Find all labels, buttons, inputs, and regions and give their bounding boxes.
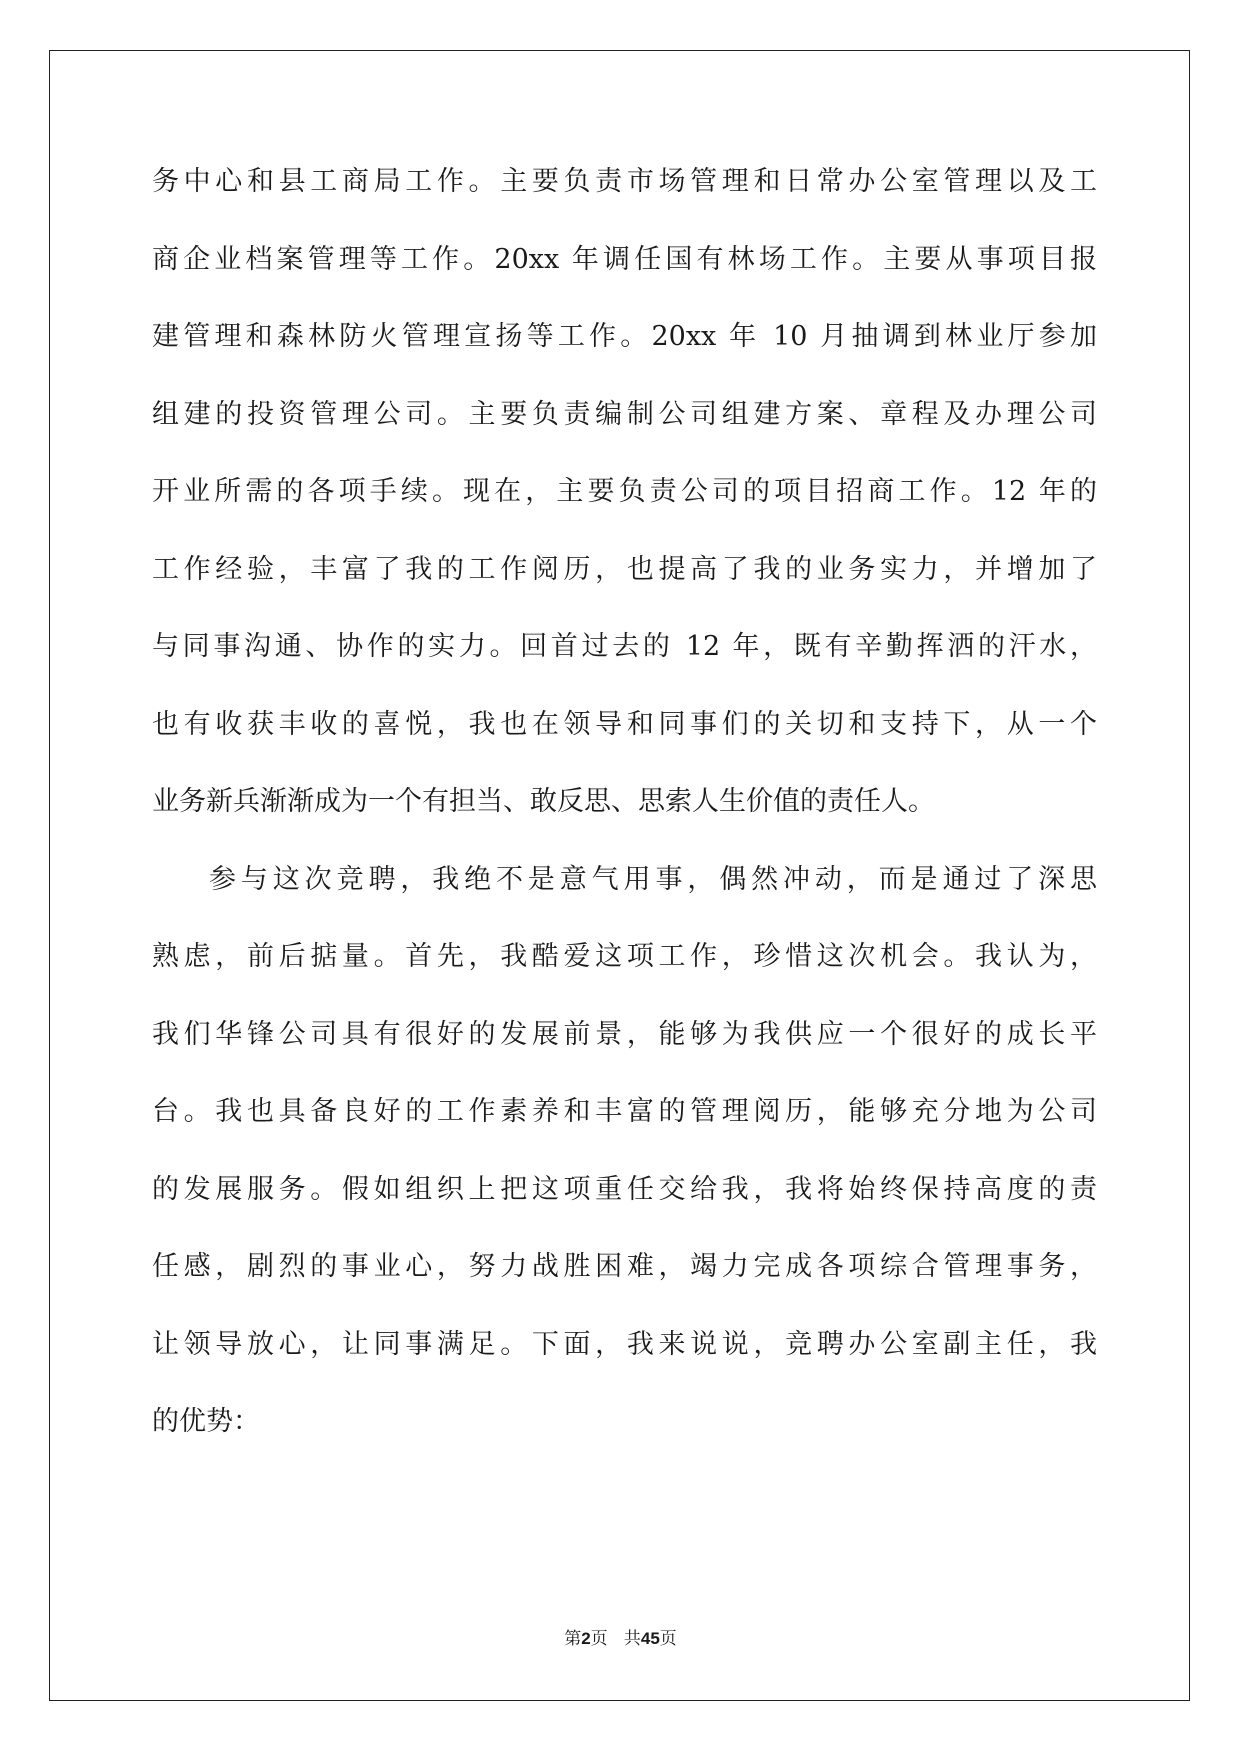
paragraph-line: 熟虑，前后掂量。首先，我酷爱这项工作，珍惜这次机会。我认为， [152, 941, 1097, 972]
page-number: 2 [581, 1629, 591, 1648]
paragraph-line: 商企业档案管理等工作。20xx 年调任国有林场工作。主要从事项目报 [152, 243, 1097, 275]
paragraph-line: 任感，剧烈的事业心，努力战胜困难，竭力完成各项综合管理事务， [152, 1251, 1097, 1282]
total-pages: 45 [640, 1629, 660, 1648]
paragraph-line: 台。我也具备良好的工作素养和丰富的管理阅历，能够充分地为公司 [152, 1096, 1097, 1127]
paragraph-line: 参与这次竞聘，我绝不是意气用事，偶然冲动，而是通过了深思 [209, 863, 1097, 895]
paragraph-line: 建管理和森林防火管理宣扬等工作。20xx 年 10 月抽调到林业厅参加 [152, 321, 1097, 352]
page-prefix: 第 [564, 1629, 582, 1649]
paragraph-line: 让领导放心，让同事满足。下面，我来说说，竞聘办公室副主任，我 [152, 1328, 1097, 1360]
paragraph-line: 的发展服务。假如组织上把这项重任交给我，我将始终保持高度的责 [152, 1173, 1097, 1205]
total-prefix: 共 [623, 1629, 641, 1649]
total-suffix: 页 [659, 1629, 677, 1649]
paragraph-line: 组建的投资管理公司。主要负责编制公司组建方案、章程及办理公司 [152, 398, 1097, 430]
page-footer [0, 1624, 1241, 1649]
paragraph-line: 业务新兵渐渐成为一个有担当、敢反思、思索人生价值的责任人。 [152, 786, 935, 817]
page-suffix: 页 [590, 1629, 608, 1649]
paragraph-line: 也有收获丰收的喜悦，我也在领导和同事们的关切和支持下，从一个 [152, 708, 1097, 740]
paragraph-line: 我们华锋公司具有很好的发展前景，能够为我供应一个很好的成长平 [152, 1018, 1097, 1050]
paragraph-line: 工作经验，丰富了我的工作阅历，也提高了我的业务实力，并增加了 [152, 553, 1097, 585]
paragraph-line: 务中心和县工商局工作。主要负责市场管理和日常办公室管理以及工 [152, 166, 1097, 197]
paragraph-line: 的优势： [152, 1406, 260, 1437]
paragraph-line: 与同事沟通、协作的实力。回首过去的 12 年，既有辛勤挥洒的汗水， [152, 631, 1097, 662]
paragraph-line: 开业所需的各项手续。现在，主要负责公司的项目招商工作。12 年的 [152, 476, 1097, 507]
document-body [152, 164, 1097, 1482]
